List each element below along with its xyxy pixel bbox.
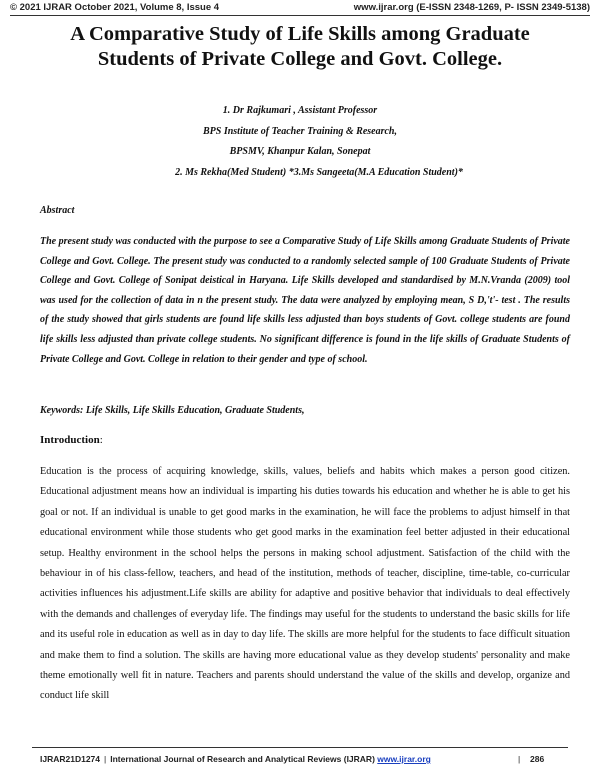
journal-name: International Journal of Research and Analytical Reviews (IJRAR) xyxy=(110,754,375,764)
running-header xyxy=(0,0,600,14)
introduction-heading xyxy=(40,434,103,446)
affiliation-line: BPSMV, Khanpur Kalan, Sonepat xyxy=(229,146,371,157)
paper-title xyxy=(20,22,580,72)
introduction-colon: : xyxy=(99,434,103,446)
title-line-2: Students of Private College and Govt. College. xyxy=(97,48,503,70)
introduction-text: Education is the process of acquiring knowledge, skills, values, beliefs and habits which makes a person good citizen. Educational adjustment means how an individual is imparting his duties towards his education and whether he is able to get his goal or not. If an individual is unable to get good marks in the examination, he will face the problems to adjust himself in that educational environment while those students who get good marks in the examination feel better adjusted in their educational setup. Healthy environment in the school helps the persons in making school adjustment. Satisfaction of the child with the behaviour in of his class-fellow, teachers, and head of the institution, methods of teacher, discipline, time-table, co-curricular activities influences his adjustment.Life skills are ability for adaptive and positive behavior that individuals to deal effectively with the demands and challenges of everyday life. The findings may useful for the students to understand the basic skills for life and its useful role in education as well as in day to day life. The skills are more helpful for the students to face difficult situation and make them to find a solution. The skills are having more educational value as they develop students' personality and make theme emotionally well fit in nature. Teachers and parents should understand the value of the skills and develop, organize and conduct life skill xyxy=(40,466,570,702)
footer-content xyxy=(40,754,431,764)
author-line: 1. Dr Rajkumari , Assistant Professor xyxy=(222,105,378,116)
abstract-heading: Abstract xyxy=(40,205,75,216)
author-line: 2. Ms Rekha(Med Student) *3.Ms Sangeeta(M.A Education Student)* xyxy=(175,166,463,178)
article-id: IJRAR21D1274 xyxy=(40,754,101,764)
page-number: 286 xyxy=(530,754,545,764)
journal-link[interactable]: www.ijrar.org xyxy=(377,754,431,764)
affiliation-line: BPS Institute of Teacher Training & Research, xyxy=(202,125,397,137)
footer-separator: | xyxy=(104,754,107,764)
introduction-heading-text: Introduction xyxy=(40,434,100,446)
journal-issn-info: www.ijrar.org (E-ISSN 2348-1269, P- ISSN 2349-5138) xyxy=(353,2,590,13)
abstract-text: The present study was conducted with the purpose to see a Comparative Study of Life Skills among Graduate Students of Private College and Govt. College. The present study was conducted to a randomly selected sample of 100 Graduate Students of Private College and Govt. College of Sonipat deistical in Haryana. Life Skills developed and standardised by M.N.Vranda (2009) tool was used for the collection of data in n the present study. The data were analyzed by employing mean, S D,'t'- test . The results of the study showed that girls students are found life skills less adjusted than boys students of Govt. college students are found life skills less adjusted than private college students. No significant difference is found in the life skills of Graduate Students of Private College and Govt. College in relation to their gender and type of school. xyxy=(40,236,570,365)
page-footer xyxy=(0,752,600,770)
title-line-1: A Comparative Study of Life Skills among Graduate xyxy=(70,23,530,45)
page-separator: | xyxy=(518,754,521,764)
footer-rule xyxy=(32,747,568,748)
journal-issue-info: © 2021 IJRAR October 2021, Volume 8, Issue 4 xyxy=(10,2,220,13)
header-rule xyxy=(10,15,590,16)
author-block xyxy=(0,101,600,183)
keywords: Keywords: Life Skills, Life Skills Education, Graduate Students, xyxy=(40,405,305,416)
